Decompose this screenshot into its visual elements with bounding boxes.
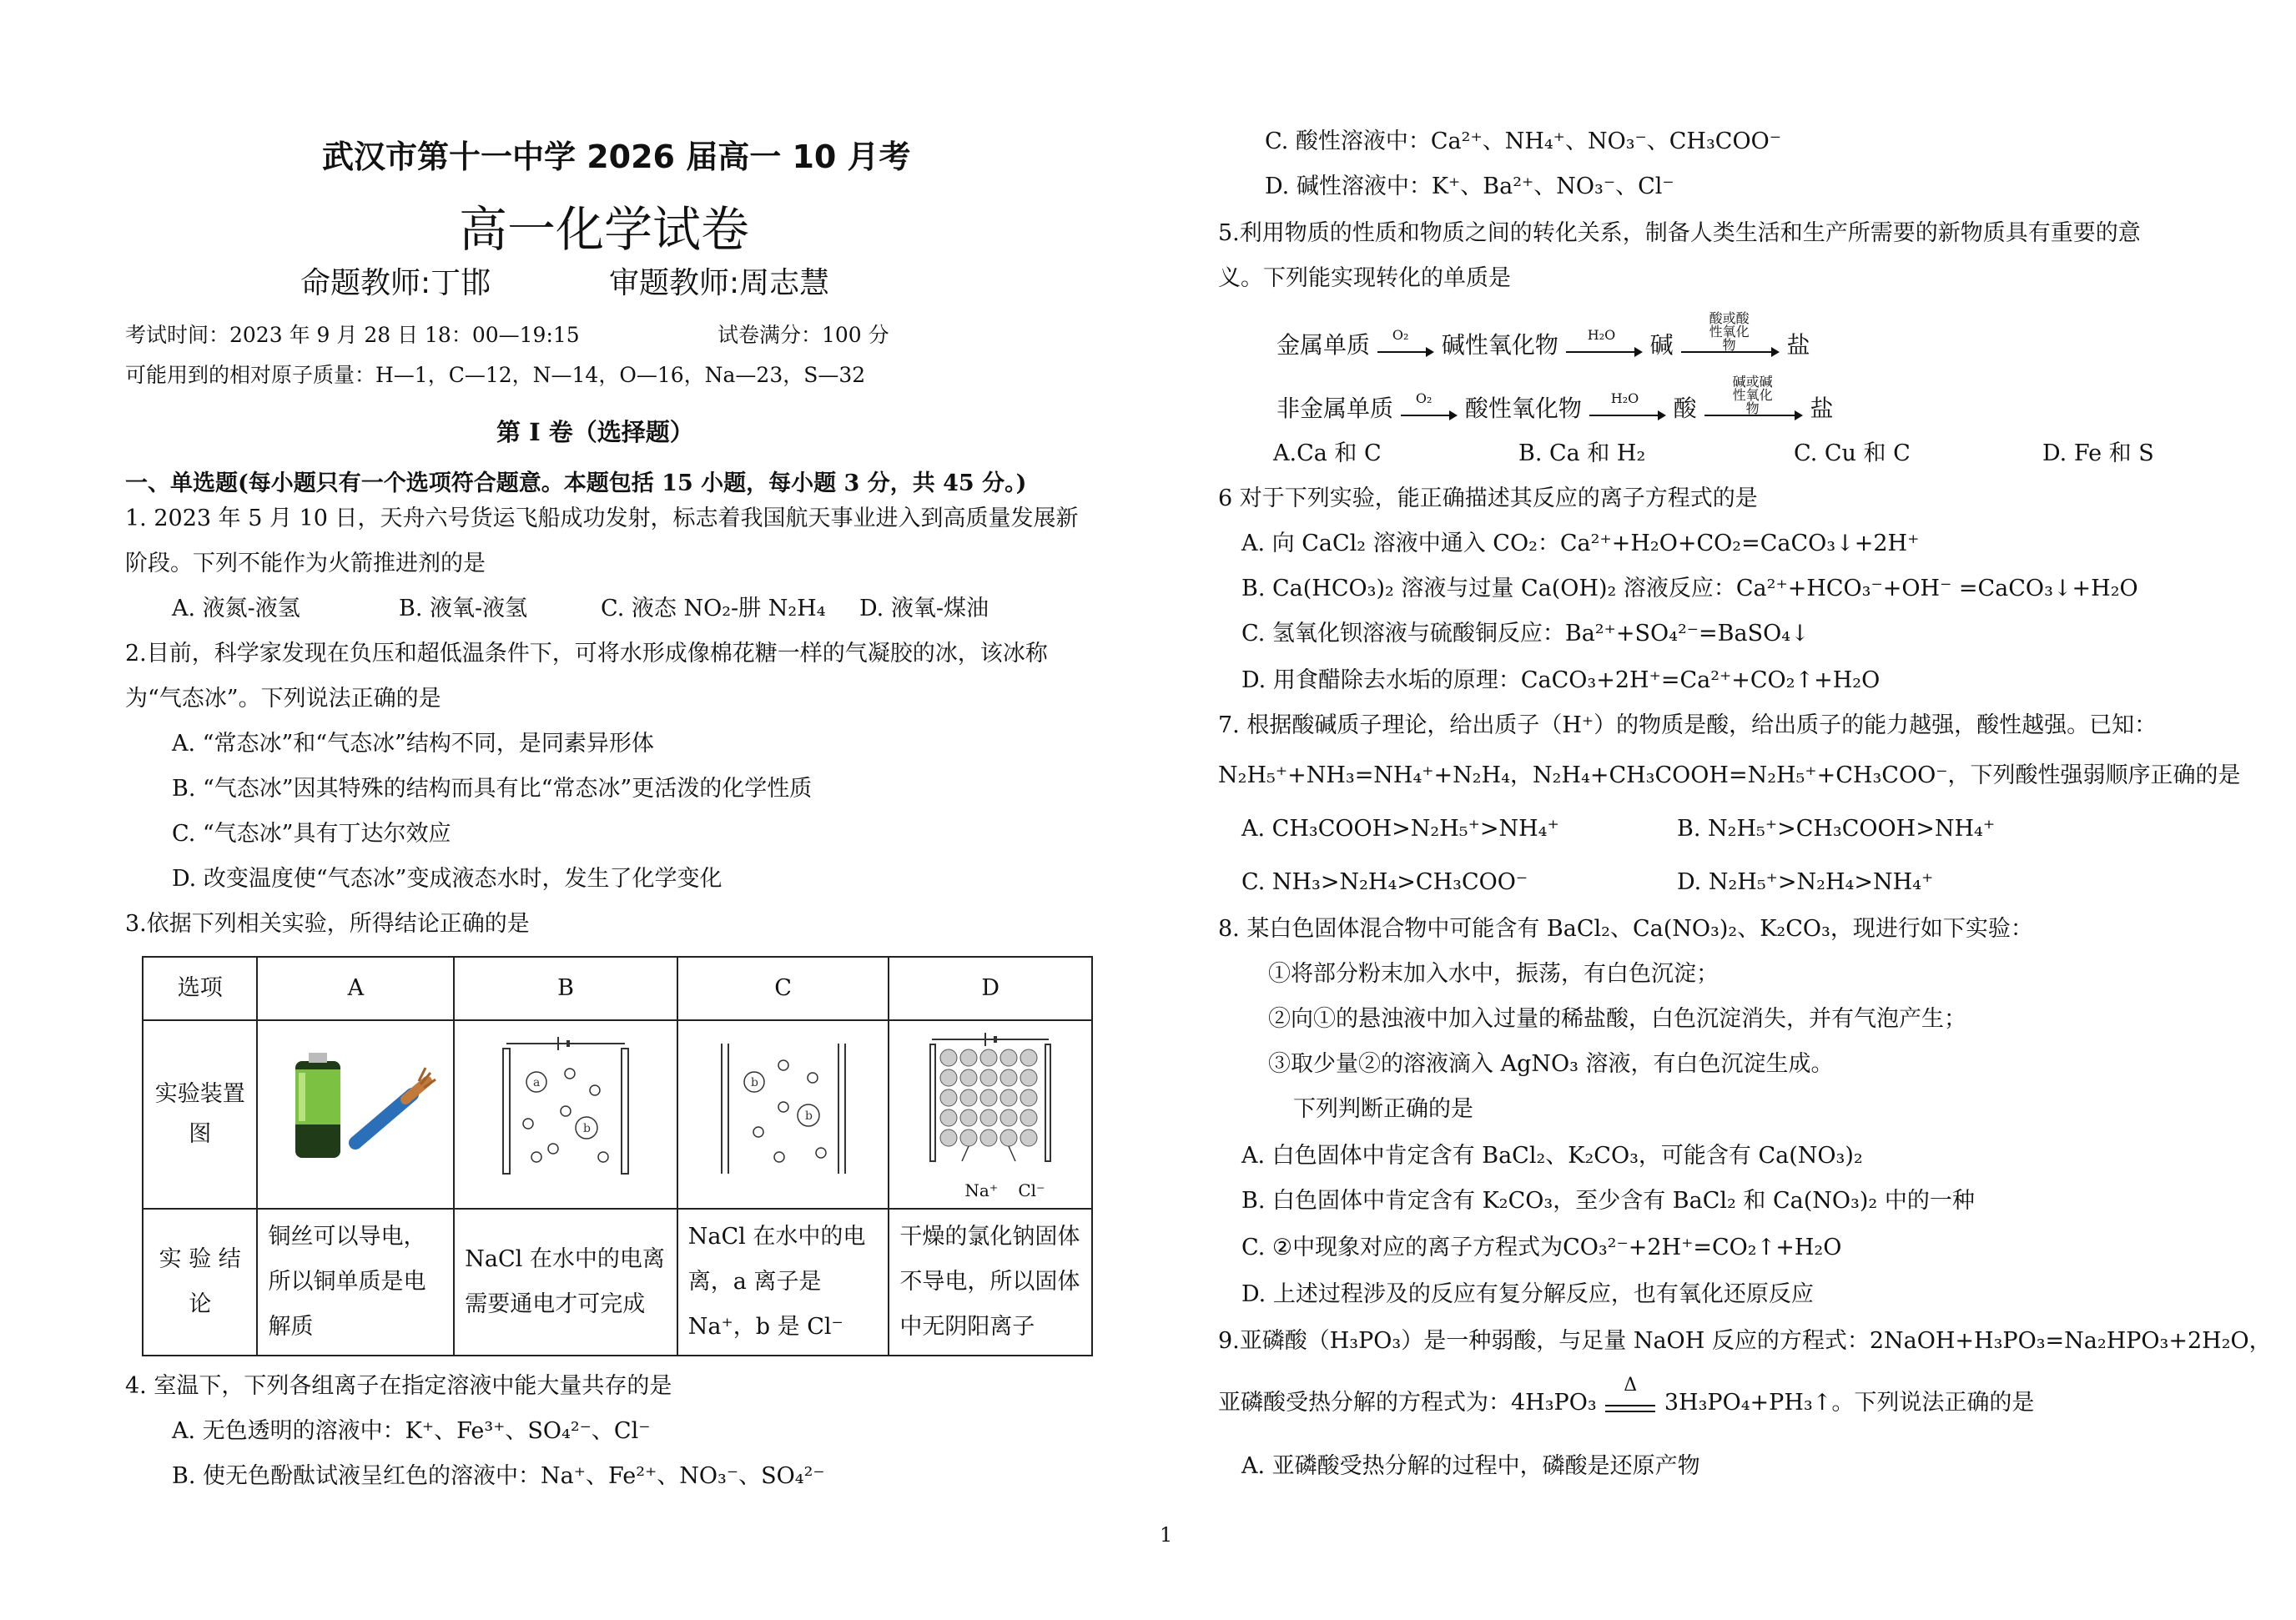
chain1-basic-oxide: 碱性氧化物 — [1441, 331, 1558, 359]
chain1-salt: 盐 — [1786, 331, 1810, 359]
q3-header-a: A — [257, 957, 454, 1020]
q4-option-c: C. 酸性溶液中：Ca²⁺、NH₄⁺、NO₃⁻、CH₃COO⁻ — [1265, 128, 1781, 154]
battery-and-wire-figure — [257, 1020, 454, 1209]
q4-option-b: B. 使无色酚酞试液呈红色的溶液中：Na⁺、Fe²⁺、NO₃⁻、SO₄²⁻ — [172, 1463, 825, 1489]
full-score: 试卷满分：100 分 — [718, 323, 889, 347]
q3-apparatus-label: 实验装置图 — [143, 1020, 257, 1209]
q9-stem-2b: 3H₃PO₄+PH₃↑。下列说法正确的是 — [1664, 1390, 2035, 1416]
arrow-o2 — [1377, 326, 1434, 355]
atomic-mass: 可能用到的相对原子质量：H—1，C—12，N—14，O—16，Na—23，S—32 — [125, 363, 866, 387]
q9-stem-2a: 亚磷酸受热分解的方程式为：4H₃PO₃ — [1218, 1390, 1597, 1416]
school-header: 武汉市第十一中学 2026 届高一 10 月考 — [322, 138, 911, 175]
cl-ion-label: Cl⁻ — [1018, 1180, 1045, 1200]
q4-option-d: D. 碱性溶液中：K⁺、Ba²⁺、NO₃⁻、Cl⁻ — [1265, 174, 1674, 199]
arrow-icon — [1401, 407, 1458, 424]
q5-stem-2: 义。下列能实现转化的单质是 — [1218, 265, 1511, 291]
arrow-h2o-label: H₂O — [1610, 390, 1639, 406]
crystal-d-svg — [915, 1028, 1065, 1186]
q3-stem: 3.依据下列相关实验，所得结论正确的是 — [125, 911, 530, 937]
q3-header-d: D — [889, 957, 1092, 1020]
q6-option-b: B. Ca(HCO₃)₂ 溶液与过量 Ca(OH)₂ 溶液反应：Ca²⁺+HCO₃⁻+OH⁻ =CaCO₃↓+H₂O — [1241, 576, 2138, 601]
arrow-h2o-2 — [1589, 390, 1666, 419]
q4-stem: 4. 室温下，下列各组离子在指定溶液中能大量共存的是 — [125, 1373, 672, 1399]
q2-stem-2: 为“气态冰”。下列说法正确的是 — [125, 686, 441, 712]
q5-chain-nonmetal — [1276, 373, 1834, 424]
q5-option-b: B. Ca 和 H₂ — [1518, 440, 1646, 466]
setter: 命题教师:丁邯 — [300, 266, 491, 300]
q3-table-conclusion-row — [143, 1209, 1092, 1356]
part-instructions: 一、单选题(每小题只有一个选项符合题意。本题包括 15 小题，每小题 3 分，共 45 分。) — [125, 470, 1027, 496]
chain1-metal: 金属单质 — [1276, 331, 1371, 359]
q1-stem-2: 阶段。下列不能作为火箭推进剂的是 — [125, 551, 486, 576]
q5-option-c: C. Cu 和 C — [1794, 440, 1911, 466]
arrow-base — [1704, 373, 1803, 419]
arrow-o2-label: O₂ — [1415, 390, 1432, 406]
q5-chain-metal — [1276, 309, 1810, 360]
q7-option-c: C. NH₃>N₂H₄>CH₃COO⁻ — [1241, 869, 1528, 895]
arrow-o2-label: O₂ — [1392, 326, 1409, 343]
q5-stem-1: 5.利用物质的性质和物质之间的转化关系，制备人类生活和生产所需要的新物质具有重要的意 — [1218, 220, 2141, 246]
q3-table-apparatus-row — [143, 1020, 1092, 1209]
q2-option-b: B. “气态冰”因其特殊的结构而具有比“常态冰”更活泼的化学性质 — [172, 776, 813, 802]
q4-option-a: A. 无色透明的溶液中：K⁺、Fe³⁺、SO₄²⁻、Cl⁻ — [172, 1418, 651, 1444]
q7-option-b: B. N₂H₅⁺>CH₃COOH>NH₄⁺ — [1677, 816, 1996, 842]
section-title: 第 I 卷（选择题） — [496, 418, 694, 446]
electrolysis-b-svg — [486, 1032, 645, 1182]
q3-header-c: C — [677, 957, 889, 1020]
arrow-h2o-label: H₂O — [1587, 326, 1616, 343]
delta-label: Δ — [1624, 1374, 1638, 1396]
arrow-icon — [1589, 407, 1666, 424]
arrow-acid — [1681, 309, 1780, 355]
arrow-icon — [1566, 344, 1643, 360]
arrow-h2o-1 — [1566, 326, 1643, 355]
q2-stem-1: 2.目前，科学家发现在负压和超低温条件下，可将水形成像棉花糖一样的气凝胶的冰，该冰称 — [125, 641, 1048, 667]
reviewer: 审题教师:周志慧 — [609, 266, 830, 300]
q3-header-option: 选项 — [143, 957, 257, 1020]
chain2-acidic-oxide: 酸性氧化物 — [1464, 395, 1582, 422]
chain1-base: 碱 — [1649, 331, 1674, 359]
q3-header-b: B — [454, 957, 677, 1020]
na-ion-label: Na⁺ — [964, 1180, 999, 1200]
q9-option-a: A. 亚磷酸受热分解的过程中，磷酸是还原产物 — [1241, 1453, 1700, 1479]
q3-conclusion-d: 干燥的氯化钠固体不导电，所以固体中无阴阳离子 — [889, 1209, 1092, 1356]
dissolution-c-figure — [677, 1020, 889, 1209]
q5-option-a: A.Ca 和 C — [1273, 440, 1382, 466]
q6-option-a: A. 向 CaCl₂ 溶液中通入 CO₂：Ca²⁺+H₂O+CO₂=CaCO₃↓+2H⁺ — [1241, 531, 1920, 556]
svg-text:a: a — [533, 1075, 541, 1089]
q9-stem-1: 9.亚磷酸（H₃PO₃）是一种弱酸，与足量 NaOH 反应的方程式：2NaOH+H₃PO₃=Na₂HPO₃+2H₂O， — [1218, 1328, 2272, 1354]
chain2-salt: 盐 — [1810, 395, 1834, 422]
q3-conclusion-a: 铜丝可以导电，所以铜单质是电解质 — [257, 1209, 454, 1356]
chain2-acid: 酸 — [1673, 395, 1697, 422]
battery-wire-svg — [272, 1044, 439, 1170]
svg-text:b: b — [804, 1109, 813, 1123]
page-number: 1 — [1160, 1523, 1173, 1547]
q1-option-c: C. 液态 NO₂-肼 N₂H₄ — [601, 596, 826, 621]
exam-title: 高一化学试卷 — [459, 201, 750, 258]
arrow-base-label: 碱或碱性氧化物 — [1732, 373, 1773, 416]
q7-option-d: D. N₂H₅⁺>N₂H₄>NH₄⁺ — [1677, 869, 1934, 895]
heat-equals-sign — [1604, 1374, 1657, 1412]
chain2-nonmetal: 非金属单质 — [1276, 395, 1394, 422]
q2-option-a: A. “常态冰”和“气态冰”结构不同，是同素异形体 — [172, 731, 654, 757]
q8-option-d: D. 上述过程涉及的反应有复分解反应，也有氧化还原反应 — [1241, 1281, 1814, 1307]
q1-option-b: B. 液氧-液氢 — [399, 596, 528, 621]
dissolution-c-svg — [708, 1032, 858, 1182]
double-line-icon — [1604, 1401, 1657, 1417]
q1-stem-1: 1. 2023 年 5 月 10 日，天舟六号货运飞船成功发射，标志着我国航天事业进入到高质量发展新 — [125, 506, 1079, 531]
q8-option-a: A. 白色固体中肯定含有 BaCl₂、K₂CO₃，可能含有 Ca(NO₃)₂ — [1241, 1143, 1863, 1169]
q7-stem: 7. 根据酸碱质子理论，给出质子（H⁺）的物质是酸，给出质子的能力越强，酸性越强。已知： — [1218, 712, 2158, 738]
q3-conclusion-c: NaCl 在水中的电离，a 离子是 Na⁺，b 是 Cl⁻ — [677, 1209, 889, 1356]
q7-equations: N₂H₅⁺+NH₃=NH₄⁺+N₂H₄，N₂H₄+CH₃COOH=N₂H₅⁺+CH₃COO⁻，下列酸性强弱顺序正确的是 — [1218, 762, 2241, 788]
q3-conclusion-b: NaCl 在水中的电离需要通电才可完成 — [454, 1209, 677, 1356]
crystal-d-figure — [889, 1020, 1092, 1209]
exam-time: 考试时间：2023 年 9 月 28 日 18：00—19:15 — [125, 323, 580, 347]
q8-step-3: ③取少量②的溶液滴入 AgNO₃ 溶液，有白色沉淀生成。 — [1268, 1051, 1834, 1077]
q8-ask: 下列判断正确的是 — [1293, 1096, 1473, 1122]
q8-step-2: ②向①的悬浊液中加入过量的稀盐酸，白色沉淀消失，并有气泡产生； — [1268, 1006, 1966, 1032]
q6-option-c: C. 氢氧化钡溶液与硫酸铜反应：Ba²⁺+SO₄²⁻=BaSO₄↓ — [1241, 621, 1810, 646]
q1-option-d: D. 液氧-煤油 — [859, 596, 989, 621]
arrow-acid-label: 酸或酸性氧化物 — [1709, 309, 1750, 353]
q2-option-c: C. “气态冰”具有丁达尔效应 — [172, 821, 451, 847]
q1-option-a: A. 液氮-液氢 — [172, 596, 300, 621]
q7-option-a: A. CH₃COOH>N₂H₅⁺>NH₄⁺ — [1241, 816, 1559, 842]
q3-conclusion-label: 实 验 结 论 — [143, 1209, 257, 1356]
q8-option-b: B. 白色固体中肯定含有 K₂CO₃，至少含有 BaCl₂ 和 Ca(NO₃)₂ 中的一种 — [1241, 1188, 1975, 1214]
q2-option-d: D. 改变温度使“气态冰”变成液态水时，发生了化学变化 — [172, 866, 723, 892]
q6-stem: 6 对于下列实验，能正确描述其反应的离子方程式的是 — [1218, 485, 1758, 511]
q8-option-c: C. ②中现象对应的离子方程式为CO₃²⁻+2H⁺=CO₂↑+H₂O — [1241, 1235, 1842, 1260]
svg-text:b: b — [583, 1121, 591, 1135]
q3-table-header-row — [143, 957, 1092, 1020]
q5-option-d: D. Fe 和 S — [2042, 440, 2154, 466]
q3-table — [142, 956, 1093, 1356]
q6-option-d: D. 用食醋除去水垢的原理：CaCO₃+2H⁺=Ca²⁺+CO₂↑+H₂O — [1241, 667, 1881, 693]
q9-stem-2 — [1218, 1374, 2035, 1418]
q8-step-1: ①将部分粉末加入水中，振荡，有白色沉淀； — [1268, 961, 1719, 987]
svg-text:b: b — [750, 1075, 758, 1089]
arrow-icon — [1377, 344, 1434, 360]
arrow-o2-2 — [1401, 390, 1458, 419]
electrolysis-b-figure — [454, 1020, 677, 1209]
q8-stem: 8. 某白色固体混合物中可能含有 BaCl₂、Ca(NO₃)₂、K₂CO₃，现进行如下实验： — [1218, 916, 2033, 942]
